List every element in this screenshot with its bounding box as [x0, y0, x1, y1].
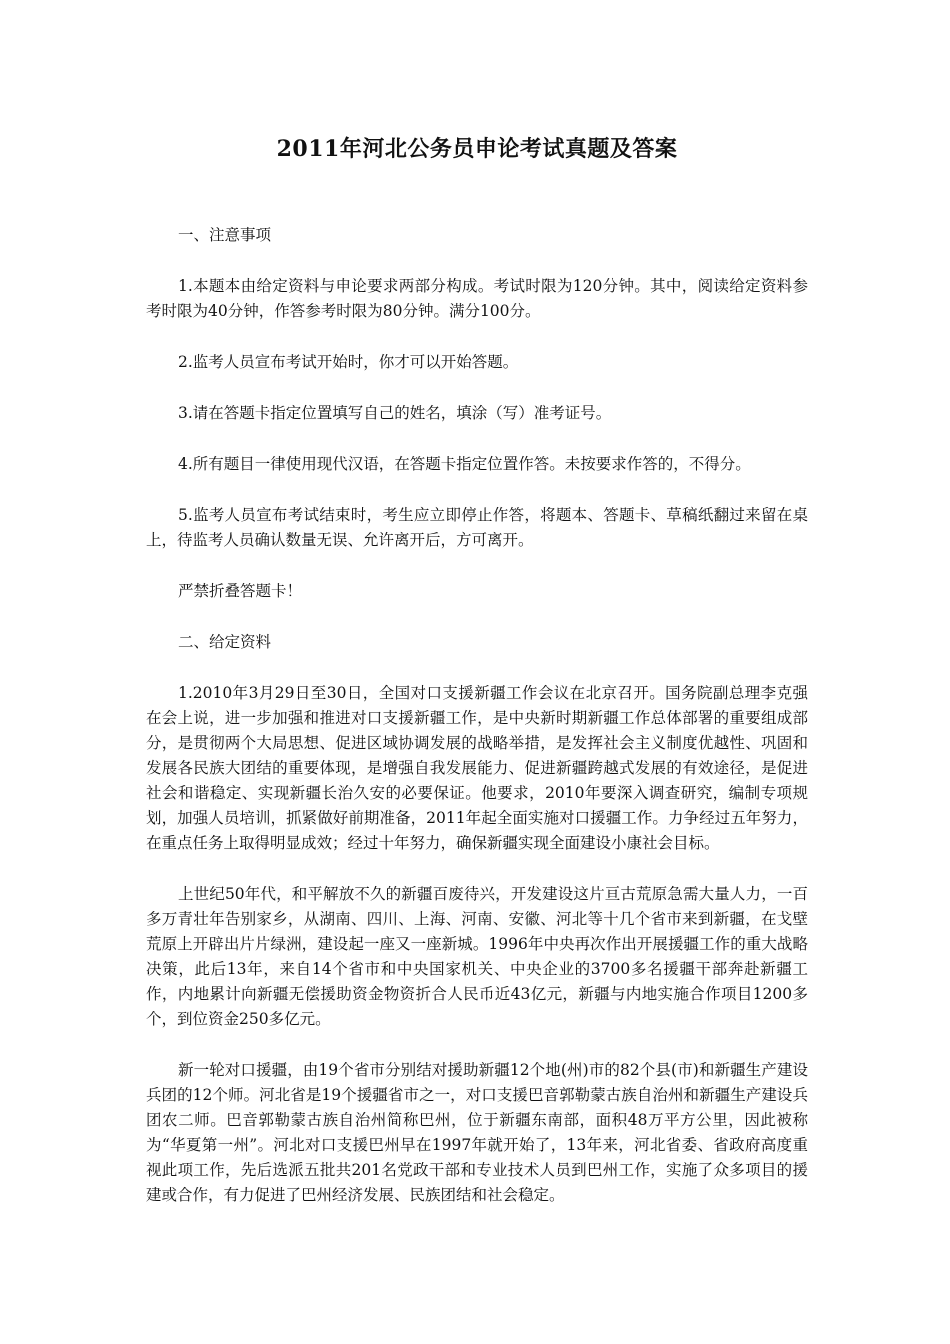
warning-text: 严禁折叠答题卡！: [178, 582, 303, 600]
notice-item-2: 2.监考人员宣布考试开始时，你才可以开始答题。: [178, 353, 519, 371]
material-paragraph-1: 1.2010年3月29日至30日，全国对口支援新疆工作会议在北京召开。国务院副总理李克强在会上说，进一步加强和推进对口支援新疆工作，是中央新时期新疆工作总体部署的重要组成部分，是贯彻两个大局思想、促进区域协调发展的战略举措，是发挥社会主义制度优越性、巩固和发展各民族大团结的重要体现，是增强自我发展能力、促进新疆跨越式发展的有效途径，是促进社会和谐稳定、实现新疆长治久安的必要保证。他要求，2010年要深入调查研究，编制专项规划，加强人员培训，抓紧做好前期准备，2011年起全面实施对口援疆工作。力争经过五年努力，在重点任务上取得明显成效；经过十年努力，确保新疆实现全面建设小康社会目标。: [146, 684, 808, 852]
notice-item-3: 3.请在答题卡指定位置填写自己的姓名，填涂（写）准考证号。: [178, 404, 612, 422]
material-paragraph-3: 新一轮对口援疆，由19个省市分别结对援助新疆12个地(州)市的82个县(市)和新疆生产建设兵团的12个师。河北省是19个援疆省市之一，对口支援巴音郭勒蒙古族自治州和新疆生产建设兵团农二师。巴音郭勒蒙古族自治州简称巴州，位于新疆东南部，面积48万平方公里，因此被称为“华夏第一州”。河北对口支援巴州早在1997年就开始了，13年来，河北省委、省政府高度重视此项工作，先后选派五批共201名党政干部和专业技术人员到巴州工作，实施了众多项目的援建或合作，有力促进了巴州经济发展、民族团结和社会稳定。: [146, 1061, 808, 1204]
document-body: [146, 223, 808, 1234]
document-title: 2011年河北公务员申论考试真题及答案: [276, 136, 678, 162]
notice-item-5: 5.监考人员宣布考试结束时，考生应立即停止作答，将题本、答题卡、草稿纸翻过来留在桌上，待监考人员确认数量无误、允许离开后，方可离开。: [146, 506, 808, 549]
section-heading-materials: 二、给定资料: [178, 633, 272, 651]
material-paragraph-2: 上世纪50年代，和平解放不久的新疆百废待兴，开发建设这片亘古荒原急需大量人力，一百多万青壮年告别家乡，从湖南、四川、上海、河南、安徽、河北等十几个省市来到新疆，在戈壁荒原上开辟出片片绿洲，建设起一座又一座新城。1996年中央再次作出开展援疆工作的重大战略决策，此后13年，来自14个省市和中央国家机关、中央企业的3700多名援疆干部奔赴新疆工作，内地累计向新疆无偿援助资金物资折合人民币近43亿元，新疆与内地实施合作项目1200多个，到位资金250多亿元。: [146, 885, 808, 1028]
notice-item-1: 1.本题本由给定资料与申论要求两部分构成。考试时限为120分钟。其中，阅读给定资料参考时限为40分钟，作答参考时限为80分钟。满分100分。: [146, 277, 808, 320]
notice-item-4: 4.所有题目一律使用现代汉语，在答题卡指定位置作答。未按要求作答的，不得分。: [178, 455, 751, 473]
section-heading-notes: 一、注意事项: [178, 226, 272, 244]
